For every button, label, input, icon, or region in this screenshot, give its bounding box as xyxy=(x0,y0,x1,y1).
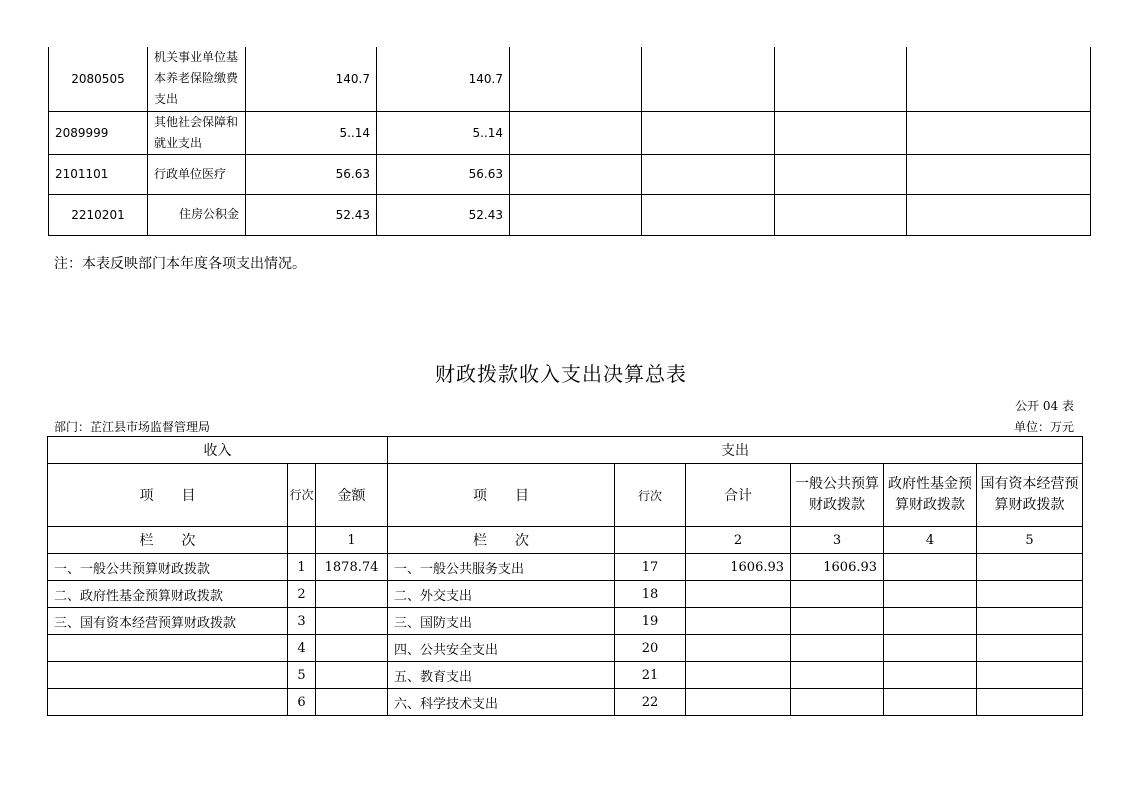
fund-amount xyxy=(884,689,977,716)
empty-cell xyxy=(288,527,316,554)
income-amount xyxy=(316,635,388,662)
column-index: 3 xyxy=(791,527,884,554)
income-row-no-header: 行次 xyxy=(288,464,316,527)
empty-cell xyxy=(642,47,775,111)
expense-item: 三、国防支出 xyxy=(388,608,615,635)
amount-cell: 56.63 xyxy=(377,154,510,194)
empty-cell xyxy=(510,47,642,111)
table-row xyxy=(48,581,1083,608)
column-index: 1 xyxy=(316,527,388,554)
header-row-section xyxy=(48,437,1083,464)
general-amount xyxy=(791,662,884,689)
state-amount xyxy=(977,689,1083,716)
income-lanci-label: 栏 次 xyxy=(48,527,288,554)
total-amount xyxy=(686,689,791,716)
general-amount xyxy=(791,608,884,635)
state-amount xyxy=(977,581,1083,608)
subject-name: 机关事业单位基本养老保险缴费支出 xyxy=(148,47,246,111)
fund-amount xyxy=(884,581,977,608)
total-amount xyxy=(686,608,791,635)
empty-cell xyxy=(510,111,642,154)
expense-row-no: 18 xyxy=(615,581,686,608)
amount-cell: 140.7 xyxy=(246,47,377,111)
general-amount xyxy=(791,635,884,662)
empty-cell xyxy=(510,154,642,194)
table-row xyxy=(48,608,1083,635)
total-amount xyxy=(686,635,791,662)
column-index-row xyxy=(48,527,1083,554)
expense-item: 六、科学技术支出 xyxy=(388,689,615,716)
income-item: 三、国有资本经营预算财政拨款 xyxy=(48,608,288,635)
expense-lanci-label: 栏 次 xyxy=(388,527,615,554)
income-amount: 1878.74 xyxy=(316,554,388,581)
income-amount xyxy=(316,581,388,608)
income-amount xyxy=(316,608,388,635)
empty-cell xyxy=(642,154,775,194)
empty-cell xyxy=(775,194,907,235)
expense-row-no: 21 xyxy=(615,662,686,689)
empty-cell xyxy=(907,111,1091,154)
income-row-no: 6 xyxy=(288,689,316,716)
expense-item: 五、教育支出 xyxy=(388,662,615,689)
empty-cell xyxy=(615,527,686,554)
subject-code: 2210201 xyxy=(49,194,148,235)
fund-amount xyxy=(884,635,977,662)
total-amount xyxy=(686,581,791,608)
amount-cell: 140.7 xyxy=(377,47,510,111)
expense-row-no: 22 xyxy=(615,689,686,716)
empty-cell xyxy=(907,194,1091,235)
state-amount xyxy=(977,554,1083,581)
fund-budget-header: 政府性基金预算财政拨款 xyxy=(884,464,977,527)
amount-header: 金额 xyxy=(316,464,388,527)
income-item: 二、政府性基金预算财政拨款 xyxy=(48,581,288,608)
expense-item: 四、公共安全支出 xyxy=(388,635,615,662)
department-label: 部门：芷江县市场监督管理局 xyxy=(54,420,211,434)
fund-amount xyxy=(884,554,977,581)
income-item xyxy=(48,662,288,689)
income-item xyxy=(48,635,288,662)
total-amount: 1606.93 xyxy=(686,554,791,581)
general-budget-header: 一般公共预算财政拨款 xyxy=(791,464,884,527)
empty-cell xyxy=(510,194,642,235)
empty-cell xyxy=(775,154,907,194)
general-amount xyxy=(791,581,884,608)
fund-amount xyxy=(884,608,977,635)
income-row-no: 4 xyxy=(288,635,316,662)
table-row xyxy=(48,635,1083,662)
amount-cell: 5..14 xyxy=(377,111,510,154)
expenditure-detail-table xyxy=(48,47,1091,236)
total-amount xyxy=(686,662,791,689)
general-amount: 1606.93 xyxy=(791,554,884,581)
state-amount xyxy=(977,662,1083,689)
table-note: 注：本表反映部门本年度各项支出情况。 xyxy=(54,256,306,272)
subject-name: 住房公积金 xyxy=(148,194,246,235)
expense-row-no: 19 xyxy=(615,608,686,635)
subject-code: 2089999 xyxy=(49,111,148,154)
expense-item: 一、一般公共服务支出 xyxy=(388,554,615,581)
amount-cell: 52.43 xyxy=(246,194,377,235)
empty-cell xyxy=(642,194,775,235)
form-number: 公开 04 表 xyxy=(1015,399,1074,413)
income-amount xyxy=(316,689,388,716)
expense-row-no: 20 xyxy=(615,635,686,662)
income-item-header: 项 目 xyxy=(48,464,288,527)
income-row-no: 3 xyxy=(288,608,316,635)
amount-cell: 56.63 xyxy=(246,154,377,194)
income-item: 一、一般公共预算财政拨款 xyxy=(48,554,288,581)
income-row-no: 2 xyxy=(288,581,316,608)
income-amount xyxy=(316,662,388,689)
expense-row-no: 17 xyxy=(615,554,686,581)
table-row xyxy=(49,194,1091,235)
table-row xyxy=(48,662,1083,689)
table-row xyxy=(48,554,1083,581)
subject-code: 2080505 xyxy=(49,47,148,111)
table-row xyxy=(49,111,1091,154)
subject-name: 其他社会保障和就业支出 xyxy=(148,111,246,154)
state-amount xyxy=(977,608,1083,635)
page-title: 财政拨款收入支出决算总表 xyxy=(435,362,687,386)
empty-cell xyxy=(907,154,1091,194)
general-amount xyxy=(791,689,884,716)
header-row-columns xyxy=(48,464,1083,527)
subject-code: 2101101 xyxy=(49,154,148,194)
expense-item-header: 项 目 xyxy=(388,464,615,527)
expense-item: 二、外交支出 xyxy=(388,581,615,608)
total-header: 合计 xyxy=(686,464,791,527)
subject-name: 行政单位医疗 xyxy=(148,154,246,194)
state-amount xyxy=(977,635,1083,662)
column-index: 5 xyxy=(977,527,1083,554)
state-capital-header: 国有资本经营预算财政拨款 xyxy=(977,464,1083,527)
empty-cell xyxy=(775,111,907,154)
table-row xyxy=(49,47,1091,111)
column-index: 2 xyxy=(686,527,791,554)
income-row-no: 5 xyxy=(288,662,316,689)
income-row-no: 1 xyxy=(288,554,316,581)
unit-label: 单位：万元 xyxy=(1013,420,1074,434)
expense-row-no-header: 行次 xyxy=(615,464,686,527)
expense-header: 支出 xyxy=(388,437,1083,464)
amount-cell: 5..14 xyxy=(246,111,377,154)
empty-cell xyxy=(907,47,1091,111)
fiscal-summary-table xyxy=(47,436,1083,716)
income-item xyxy=(48,689,288,716)
income-header: 收入 xyxy=(48,437,388,464)
amount-cell: 52.43 xyxy=(377,194,510,235)
fund-amount xyxy=(884,662,977,689)
table-row xyxy=(48,689,1083,716)
empty-cell xyxy=(642,111,775,154)
column-index: 4 xyxy=(884,527,977,554)
table-row xyxy=(49,154,1091,194)
empty-cell xyxy=(775,47,907,111)
